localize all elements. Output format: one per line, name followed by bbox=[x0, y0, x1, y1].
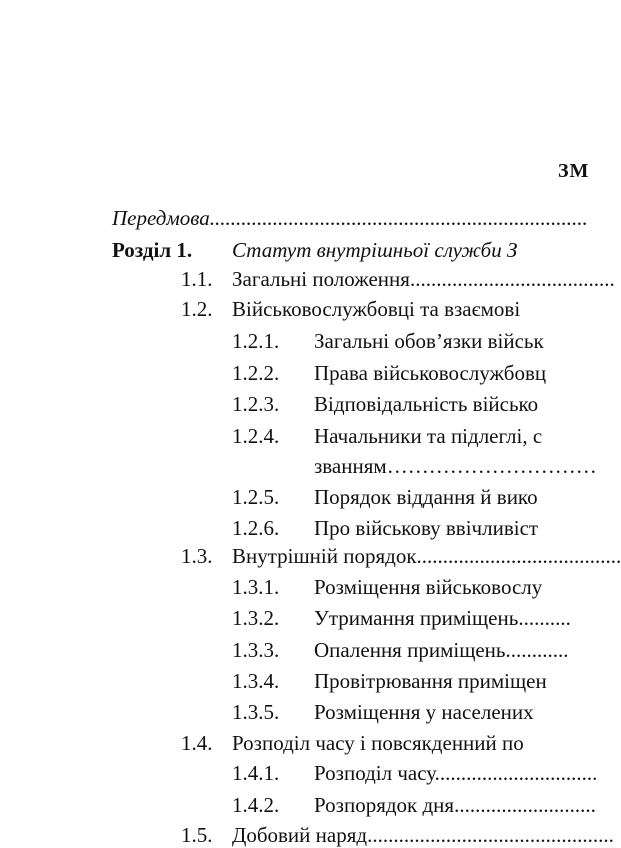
toc-entry[interactable] bbox=[314, 668, 547, 694]
toc-entry[interactable] bbox=[314, 328, 544, 354]
toc-entry-number: 1.2.2. bbox=[232, 361, 280, 385]
toc-entry-number: 1.2. bbox=[181, 297, 213, 321]
toc-entry-number: 1.3. bbox=[181, 544, 213, 568]
toc-entry-number: 1.3.1. bbox=[232, 575, 280, 599]
toc-leader-dots: ....................................... bbox=[416, 544, 621, 568]
toc-entry-number: 1.2.3. bbox=[232, 392, 280, 416]
toc-entry-title: Розміщення військовослу bbox=[314, 575, 543, 599]
toc-entry-number: 1.2.1. bbox=[232, 329, 280, 353]
toc-entry-number: 1.4.2. bbox=[232, 793, 280, 817]
toc-entry-title: Розпорядок дня bbox=[314, 793, 455, 817]
toc-entry[interactable] bbox=[232, 296, 520, 322]
toc-entry-number: 1.3.5. bbox=[232, 700, 280, 724]
toc-entry[interactable] bbox=[232, 730, 524, 756]
toc-leader-dots: ………………………… bbox=[386, 454, 597, 478]
toc-entry-title: Відповідальність військо bbox=[314, 392, 539, 416]
toc-entry-number: 1.1. bbox=[181, 267, 213, 291]
toc-entry-number: 1.5. bbox=[181, 823, 213, 847]
toc-entry[interactable] bbox=[314, 699, 534, 725]
toc-entry-title: Про військову ввічливіст bbox=[314, 516, 539, 540]
toc-entry[interactable] bbox=[314, 574, 542, 600]
toc-leader-dots: ............ bbox=[505, 638, 569, 662]
toc-leader-dots: ............................................... bbox=[367, 823, 614, 847]
toc-entry[interactable] bbox=[232, 822, 614, 848]
toc-entry-title: Порядок віддання й вико bbox=[314, 485, 538, 509]
toc-entry-title: званням bbox=[314, 454, 387, 478]
toc-entry-number: 1.4. bbox=[181, 731, 213, 755]
toc-entry-title: Розподіл часу bbox=[314, 761, 435, 785]
toc-entry-number: 1.2.4. bbox=[232, 424, 280, 448]
toc-entry[interactable] bbox=[314, 453, 597, 479]
toc-entry[interactable] bbox=[314, 792, 596, 818]
toc-entry-title: Добовий наряд bbox=[232, 823, 368, 847]
toc-entry-title: Опалення приміщень bbox=[314, 638, 506, 662]
toc-leader-dots: ....................................... bbox=[409, 267, 615, 291]
toc-entry-number: 1.3.2. bbox=[232, 606, 280, 630]
toc-entry-number: 1.3.3. bbox=[232, 638, 280, 662]
toc-entry[interactable] bbox=[314, 391, 538, 417]
toc-entry[interactable] bbox=[232, 237, 517, 263]
toc-entry-title: Права військовослужбовц bbox=[314, 361, 547, 385]
toc-entry[interactable] bbox=[314, 423, 542, 449]
toc-entry-title: Загальні положення bbox=[232, 267, 410, 291]
toc-entry[interactable] bbox=[112, 205, 588, 231]
toc-entry-number: Розділ 1. bbox=[112, 238, 193, 262]
toc-leader-dots: ........................................................................ bbox=[209, 206, 588, 230]
toc-entry-number: 1.3.4. bbox=[232, 669, 280, 693]
toc-entry-title: Провітрювання приміщен bbox=[314, 669, 547, 693]
toc-entry[interactable] bbox=[314, 637, 569, 663]
toc-entry-title: Утримання приміщень bbox=[314, 606, 519, 630]
toc-entry[interactable] bbox=[314, 484, 538, 510]
toc-entry[interactable] bbox=[314, 605, 571, 631]
toc-entry-title: Передмова bbox=[112, 206, 210, 230]
toc-entry[interactable] bbox=[314, 515, 538, 541]
toc-entry-title: Начальники та підлеглі, с bbox=[314, 424, 543, 448]
toc-leader-dots: ............................... bbox=[434, 761, 598, 785]
toc-entry-title: Розподіл часу і повсякденний по bbox=[232, 731, 524, 755]
toc-entry-title: Статут внутрішньої служби З bbox=[232, 238, 518, 262]
toc-leader-dots: .......... bbox=[518, 606, 571, 630]
toc-entry-title: Загальні обов’язки військ bbox=[314, 329, 544, 353]
toc-entry[interactable] bbox=[314, 760, 597, 786]
toc-entry[interactable] bbox=[232, 543, 621, 569]
toc-entry-number: 1.2.6. bbox=[232, 516, 280, 540]
toc-entry-title: Внутрішній порядок bbox=[232, 544, 417, 568]
toc-entry-number: 1.4.1. bbox=[232, 761, 280, 785]
toc-leader-dots: ........................... bbox=[454, 793, 596, 817]
contents-title: ЗМ bbox=[558, 160, 590, 182]
toc-entry-number: 1.2.5. bbox=[232, 485, 280, 509]
toc-entry[interactable] bbox=[314, 360, 546, 386]
toc-entry-title: Розміщення у населених bbox=[314, 700, 534, 724]
toc-entry-title: Військовослужбовці та взаємові bbox=[232, 297, 521, 321]
toc-entry[interactable] bbox=[232, 266, 615, 292]
